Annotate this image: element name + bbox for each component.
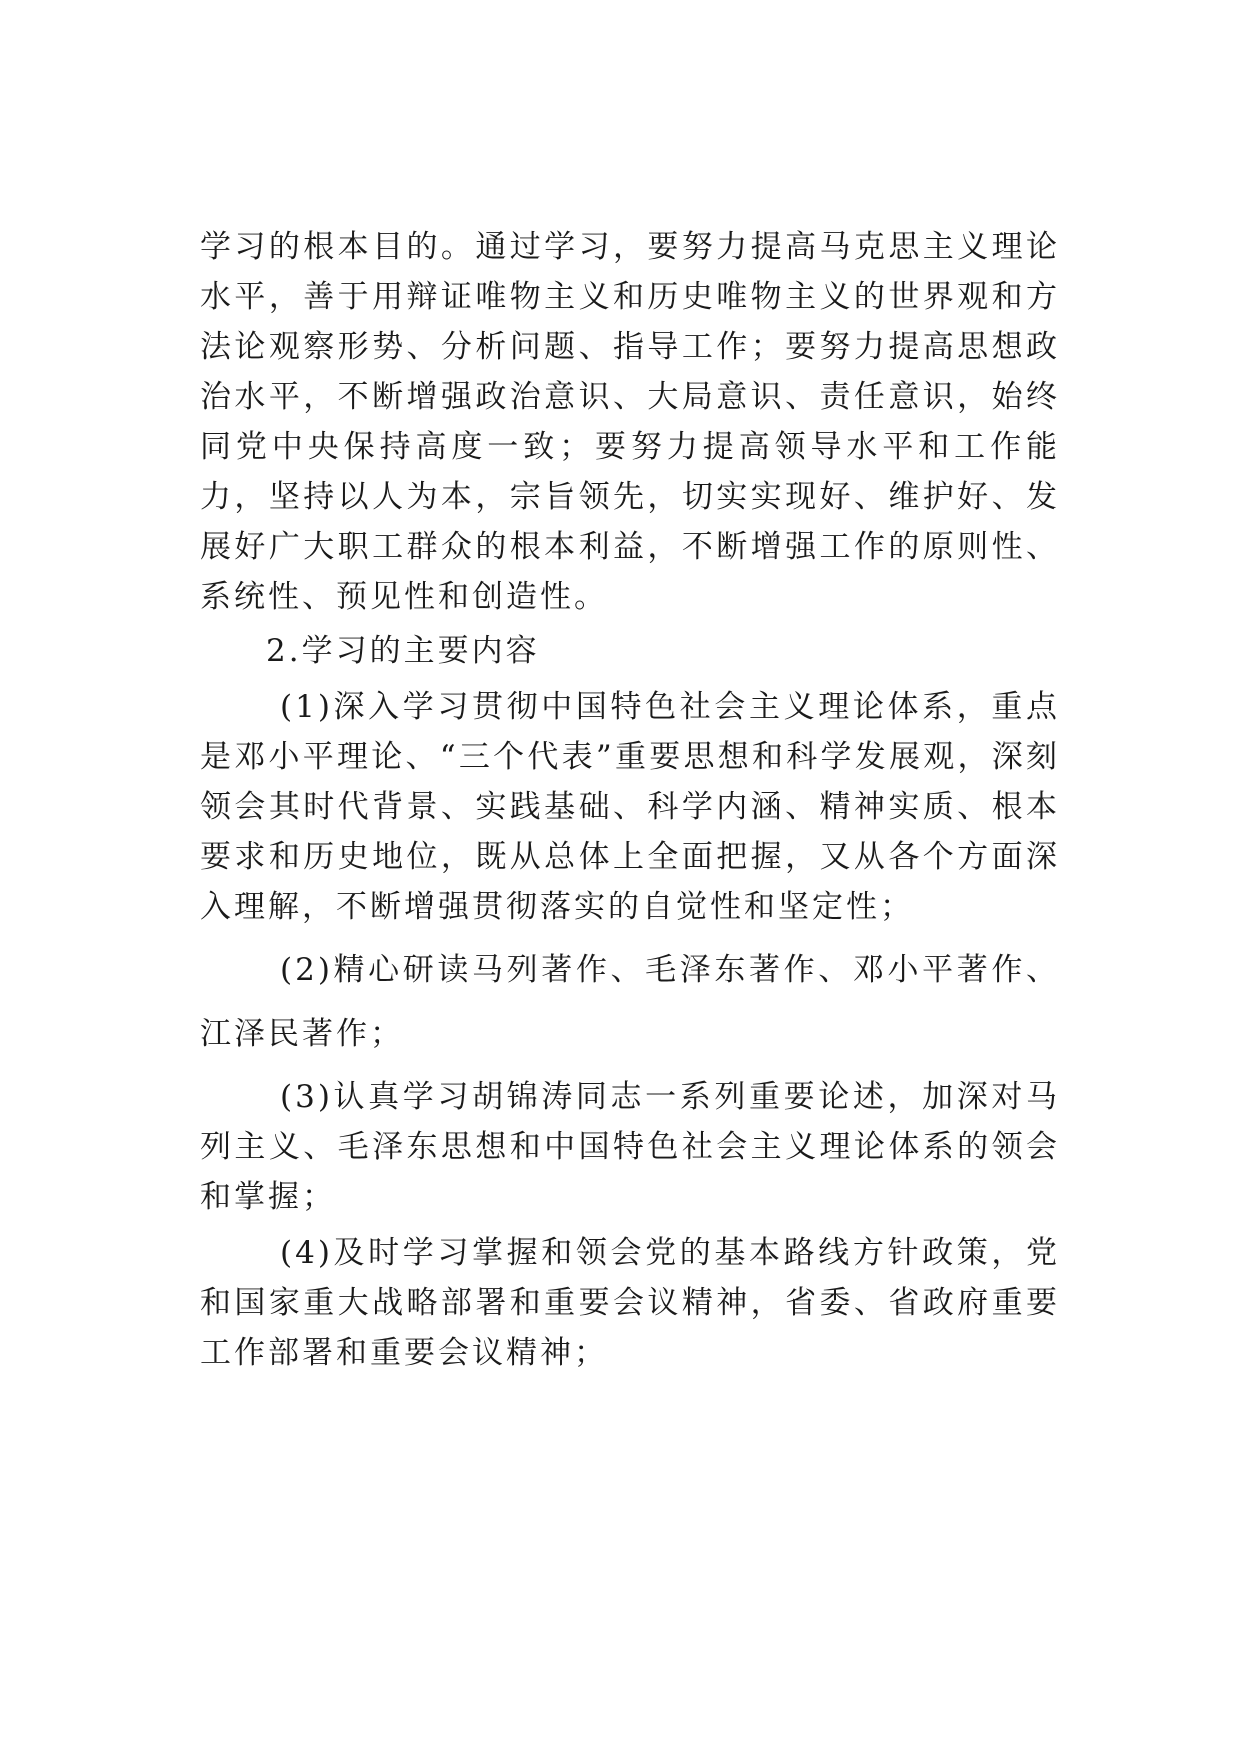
- list-item-classic-works: (2)精心研读马列著作、毛泽东著作、邓小平著作、江泽民著作；: [200, 952, 1060, 1052]
- list-item-theory-system: (1)深入学习贯彻中国特色社会主义理论体系，重点是邓小平理论、“三个代表”重要思想和科学发展观，深刻领会其时代背景、实践基础、科学内涵、精神实质、根本要求和历史地位，既从总体上全面把握，又从各个方面深入理解，不断增强贯彻落实的自觉性和坚定性；: [200, 689, 1060, 925]
- list-item-important-expositions: (3)认真学习胡锦涛同志一系列重要论述，加深对马列主义、毛泽东思想和中国特色社会主义理论体系的领会和掌握；: [200, 1079, 1060, 1215]
- section-heading-main-content: 2.学习的主要内容: [266, 633, 540, 669]
- paragraph-study-purpose: 学习的根本目的。通过学习，要努力提高马克思主义理论水平，善于用辩证唯物主义和历史唯物主义的世界观和方法论观察形势、分析问题、指导工作；要努力提高思想政治水平，不断增强政治意识、大局意识、责任意识，始终同党中央保持高度一致；要努力提高领导水平和工作能力，坚持以人为本，宗旨领先，切实实现好、维护好、发展好广大职工群众的根本利益，不断增强工作的原则性、系统性、预见性和创造性。: [200, 229, 1060, 615]
- list-item-policies-meetings: (4)及时学习掌握和领会党的基本路线方针政策，党和国家重大战略部署和重要会议精神，省委、省政府重要工作部署和重要会议精神；: [200, 1235, 1060, 1371]
- document-body: [200, 222, 1060, 1378]
